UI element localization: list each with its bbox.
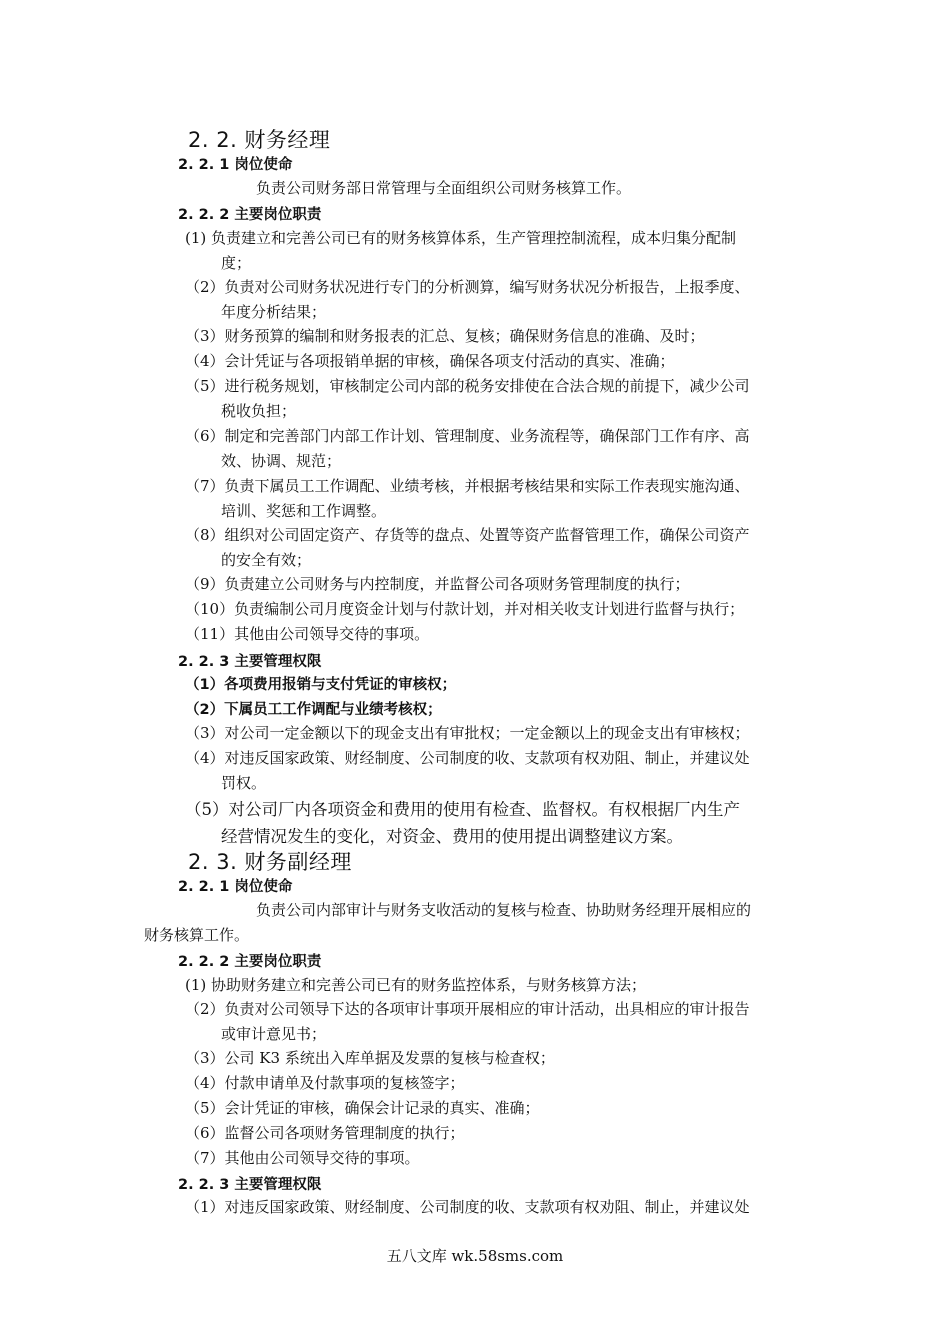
duty-item-5 [185,1096,810,1121]
duty-line-cont: 年度分析结果； [221,303,327,321]
duty-item-5 [185,374,810,424]
duty-item-4 [185,1071,810,1096]
authority-line: （1）对违反国家政策、财经制度、公司制度的收、支款项有权劝阻、制止，并建议处 [185,1198,750,1216]
mission-text: 负责公司财务部日常管理与全面组织公司财务核算工作。 [256,179,632,197]
duties-heading: 2. 2. 2 主要岗位职责 [178,954,322,970]
authority-line: （1）各项费用报销与支付凭证的审核权； [185,677,457,693]
duty-line: （9）负责建立公司财务与内控制度，并监督公司各项财务管理制度的执行； [185,575,690,593]
duty-line-cont: 的安全有效； [221,551,312,569]
duty-line: （7）负责下属员工工作调配、业绩考核，并根据考核结果和实际工作表现实施沟通、 [185,477,750,495]
duty-line: （6）监督公司各项财务管理制度的执行； [185,1124,465,1142]
duty-item-1 [185,973,810,998]
duty-item-10 [185,597,810,622]
duty-line-cont: 效、协调、规范； [221,452,342,470]
duty-item-7 [185,1146,810,1171]
duty-item-6 [185,424,810,474]
authority-line-cont: 罚权。 [221,774,267,792]
duty-item-4 [185,349,810,374]
duty-item-2 [185,997,810,1047]
duty-line: （11）其他由公司领导交待的事项。 [185,625,430,643]
authority-line: （5）对公司厂内各项资金和费用的使用有检查、监督权。有权根据厂内生产 [185,800,740,819]
authority-item-1 [185,1195,810,1220]
duty-item-6 [185,1121,810,1146]
duty-line: （6）制定和完善部门内部工作计划、管理制度、业务流程等，确保部门工作有序、高 [185,427,750,445]
duty-item-11 [185,622,810,647]
duty-line: （4）会计凭证与各项报销单据的审核，确保各项支付活动的真实、准确； [185,352,675,370]
authority-item-5 [185,796,810,850]
authority-line: （4）对违反国家政策、财经制度、公司制度的收、支款项有权劝阻、制止，并建议处 [185,749,750,767]
duty-line: （5）进行税务规划，审核制定公司内部的税务安排使在合法合规的前提下，减少公司 [185,377,750,395]
authority-item-1 [185,673,810,698]
duty-line: （2）负责对公司领导下达的各项审计事项开展相应的审计活动，出具相应的审计报告 [185,1000,750,1018]
authority-line: （2）下属员工工作调配与业绩考核权； [185,702,442,718]
duty-item-7 [185,474,810,524]
duty-item-8 [185,523,810,573]
duty-line: （10）负责编制公司月度资金计划与付款计划，并对相关收支计划进行监督与执行； [185,600,745,618]
duty-line: （5）会计凭证的审核，确保会计记录的真实、准确； [185,1099,540,1117]
duty-line-cont: 或审计意见书； [221,1025,327,1043]
mission-text: 负责公司内部审计与财务支收活动的复核与检查、协助财务经理开展相应的 [256,901,752,919]
authority-heading: 2. 2. 3 主要管理权限 [178,1177,322,1193]
authority-line-cont: 经营情况发生的变化，对资金、费用的使用提出调整建议方案。 [221,827,683,846]
duty-item-2 [185,275,810,325]
mission-heading: 2. 2. 1 岗位使命 [178,879,293,895]
footer-watermark: 五八文库 wk.58sms.com [386,1247,564,1265]
mission-text-cont: 财务核算工作。 [144,926,250,944]
duties-heading: 2. 2. 2 主要岗位职责 [178,207,322,223]
duty-line: （7）其他由公司领导交待的事项。 [185,1149,420,1167]
authority-line: （3）对公司一定金额以下的现金支出有审批权；一定金额以上的现金支出有审核权； [185,724,750,742]
authority-item-3 [185,721,810,746]
section-title-deputy-manager: 2. 3. 财务副经理 [188,850,352,874]
duty-line-cont: 培训、奖惩和工作调整。 [221,502,387,520]
duty-line: （2）负责对公司财务状况进行专门的分析测算，编写财务状况分析报告，上报季度、 [185,278,750,296]
section-title-manager: 2. 2. 财务经理 [188,128,331,152]
mission-heading: 2. 2. 1 岗位使命 [178,157,293,173]
duty-line: (1) 负责建立和完善公司已有的财务核算体系，生产管理控制流程，成本归集分配制 [185,229,737,247]
authority-heading: 2. 2. 3 主要管理权限 [178,654,322,670]
authority-item-2 [185,698,810,723]
duty-item-9 [185,572,810,597]
duty-item-3 [185,1046,810,1071]
duty-line-cont: 度； [221,254,252,272]
duty-line: （4）付款申请单及付款事项的复核签字； [185,1074,465,1092]
duty-item-3 [185,324,810,349]
duty-line: （3）财务预算的编制和财务报表的汇总、复核；确保财务信息的准确、及时； [185,327,705,345]
duty-item-1 [185,226,810,276]
duty-line: (1) 协助财务建立和完善公司已有的财务监控体系，与财务核算方法； [185,976,647,994]
authority-item-4 [185,746,810,796]
duty-line: （3）公司 K3 系统出入库单据及发票的复核与检查权； [185,1049,555,1067]
duty-line-cont: 税收负担； [221,402,297,420]
duty-line: （8）组织对公司固定资产、存货等的盘点、处置等资产监督管理工作，确保公司资产 [185,526,750,544]
